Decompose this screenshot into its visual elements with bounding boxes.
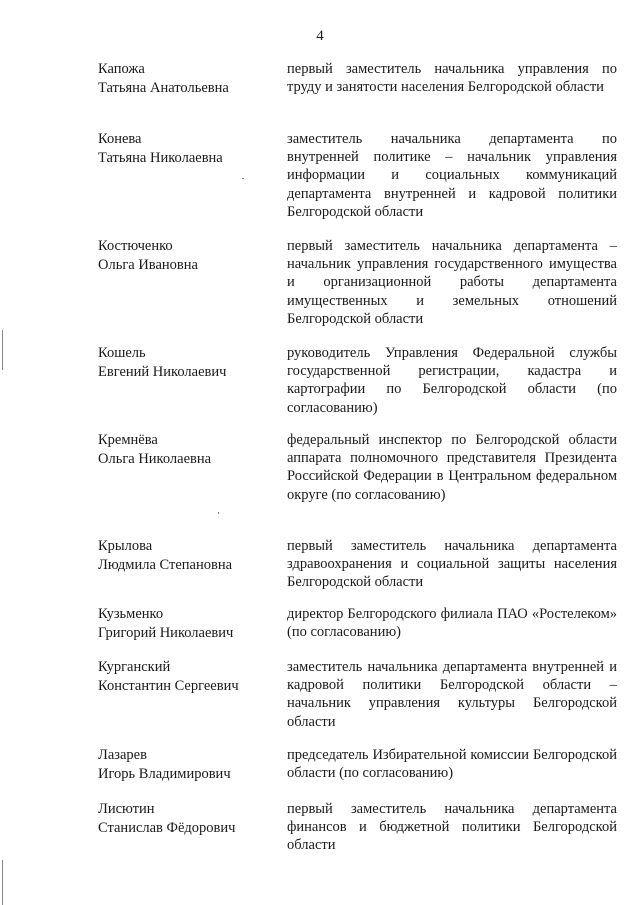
given-names: Ольга Ивановна [98,257,198,273]
given-names: Ольга Николаевна [98,451,212,467]
person-name [98,237,273,275]
given-names: Людмила Степановна [98,557,233,573]
scan-dot [242,178,244,179]
surname: Крылова [98,538,153,554]
given-names: Евгений Николаевич [98,364,227,380]
given-names: Татьяна Анатольевна [98,80,229,96]
person-name [98,60,273,98]
scan-dot [218,512,219,514]
person-name [98,344,273,382]
position-description: председатель Избирательной комиссии Белгородской области (по согласованию) [287,747,617,782]
position-description: федеральный инспектор по Белгородской области аппарата полномочного представителя Президента Российской Федерации в Центральном федеральном округе (по согласованию) [287,432,617,503]
scan-edge-mark [2,330,3,370]
surname: Капожа [98,61,145,77]
surname: Конева [98,131,142,147]
person-name [98,537,273,575]
surname: Кузьменко [98,606,164,622]
person-name [98,431,273,469]
position-description: заместитель начальника департамента по внутренней политике – начальник управления информации и социальных коммуникаций департамента внутренней и кадровой политики Белгородской области [287,131,617,220]
page-number: 4 [316,28,324,44]
given-names: Григорий Николаевич [98,625,234,641]
position-description: первый заместитель начальника департамента – начальник управления государственного имущества и организационной работы департамента имущественных и земельных отношений Белгородской области [287,238,617,327]
surname: Кошель [98,345,146,361]
surname: Курганский [98,659,171,675]
surname: Лазарев [98,747,147,763]
surname: Лисютин [98,801,155,817]
given-names: Татьяна Николаевна [98,150,223,166]
surname: Кремнёва [98,432,158,448]
position-description: руководитель Управления Федеральной службы государственной регистрации, кадастра и картографии по Белгородской области (по согласованию) [287,345,617,416]
given-names: Игорь Владимирович [98,766,231,782]
given-names: Константин Сергеевич [98,678,239,694]
given-names: Станислав Фёдорович [98,820,236,836]
person-name [98,746,273,784]
person-name [98,605,273,643]
position-description: директор Белгородского филиала ПАО «Ростелеком» (по согласованию) [287,606,617,641]
position-description: первый заместитель начальника управления по труду и занятости населения Белгородской области [287,61,617,96]
position-description: первый заместитель начальника департамента здравоохранения и социальной защиты населения Белгородской области [287,538,617,591]
position-description: заместитель начальника департамента внутренней и кадровой политики Белгородской области – начальник управления культуры Белгородской области [287,659,617,730]
person-name [98,130,273,168]
person-name [98,800,273,838]
person-name [98,658,273,696]
surname: Костюченко [98,238,173,254]
position-description: первый заместитель начальника департамента финансов и бюджетной политики Белгородской области [287,801,617,854]
scan-edge-mark [2,860,3,905]
